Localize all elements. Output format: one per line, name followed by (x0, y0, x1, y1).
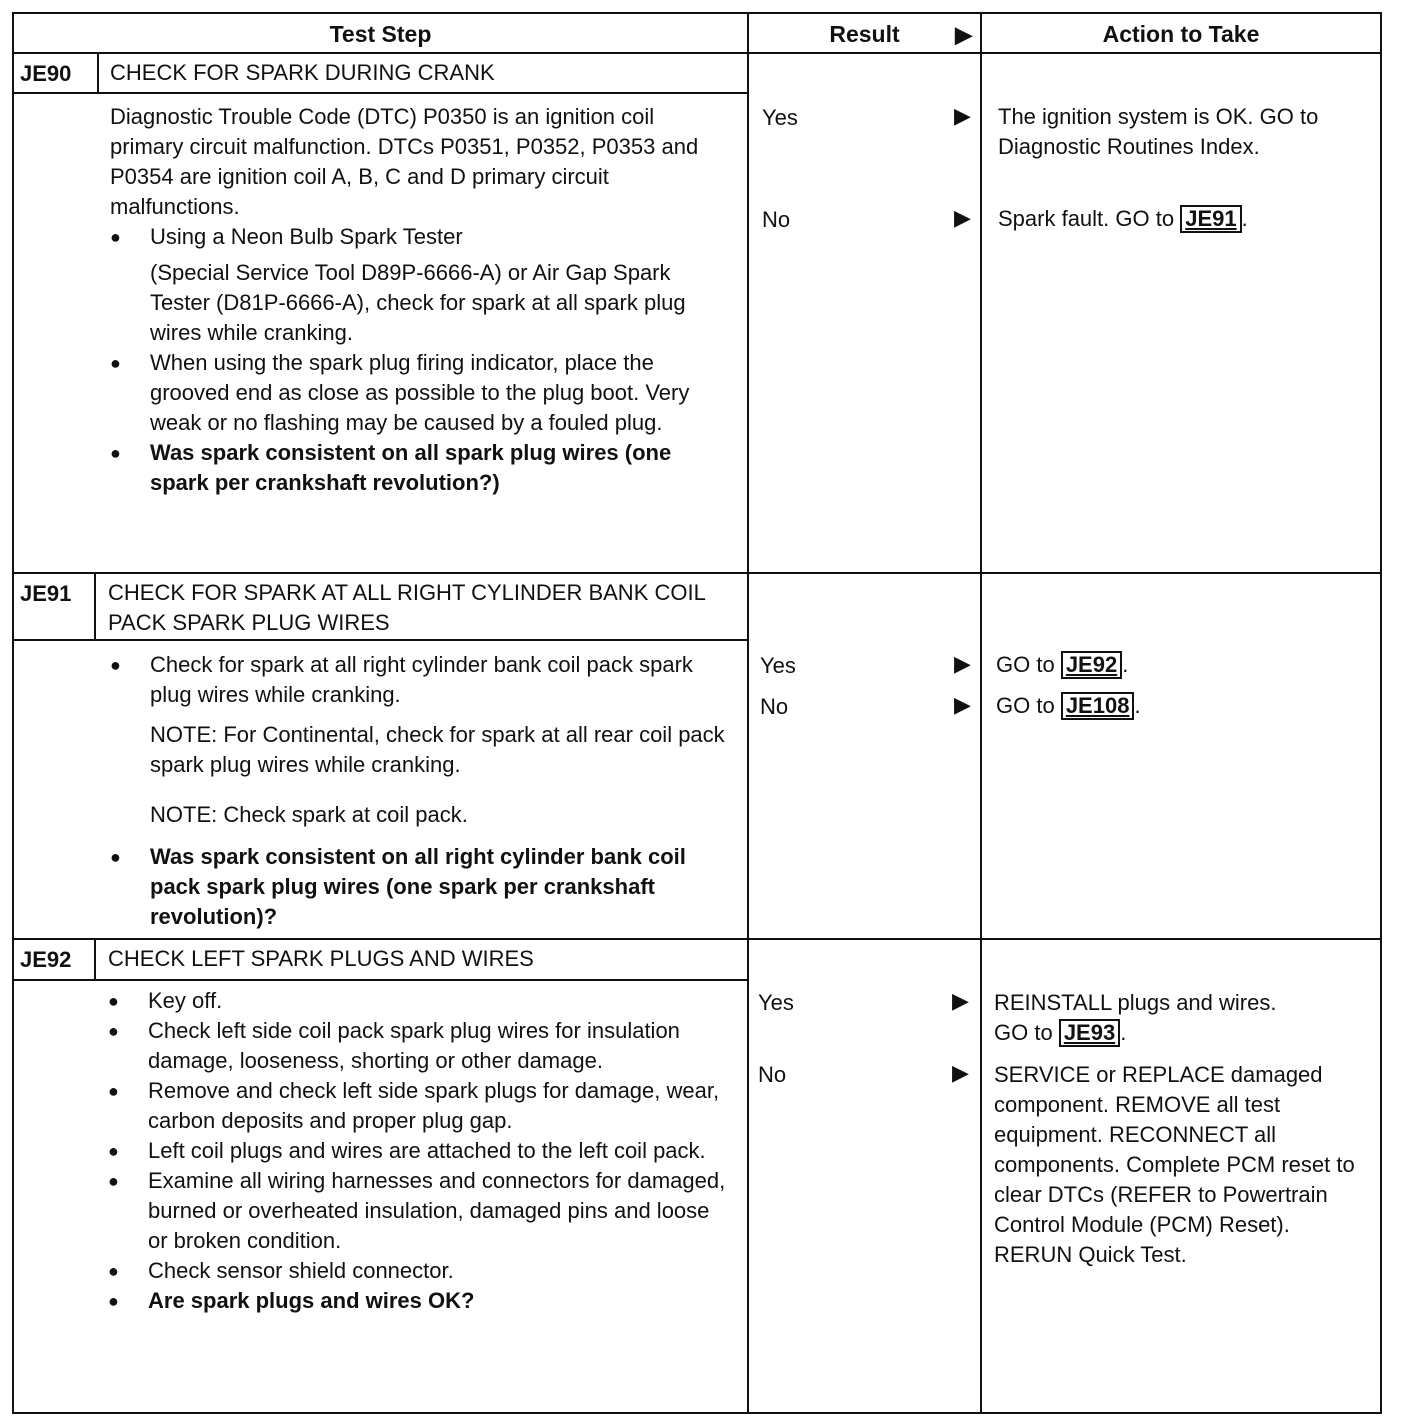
je92-bullet-4-text: Left coil plugs and wires are attached to the left coil pack. (148, 1138, 706, 1163)
je92-bullet-4 (108, 1136, 734, 1166)
je91-result-yes: Yes (760, 653, 796, 678)
je92-title-divider (14, 979, 747, 981)
je90-title-divider (14, 92, 747, 94)
je92-yes-arrow-icon: ▶ (952, 988, 969, 1013)
je91-no-suffix: . (1134, 693, 1141, 718)
col-divider-action (980, 14, 982, 1412)
je91-bullets (110, 650, 730, 710)
je92-no-arrow-icon: ▶ (952, 1060, 969, 1085)
step-id-je90: JE90 (20, 61, 72, 86)
header-arrow-icon: ▶ (955, 22, 972, 47)
je92-bullet-1-text: Key off. (148, 988, 223, 1013)
je90-bullet-2-text: When using the spark plug firing indicator, place the grooved end as close as possible to the plug boot. Very weak or no flashing may be caused by a fouled plug. (150, 350, 690, 435)
je91-yes-suffix: . (1122, 652, 1129, 677)
je91-yes-action (996, 650, 1366, 680)
je90-result-yes: Yes (762, 105, 798, 130)
je92-question-text: Are spark plugs and wires OK? (148, 1288, 475, 1313)
ref-je91-link[interactable]: JE91 (1180, 205, 1241, 233)
je91-bullet-1-text: Check for spark at all right cylinder bank coil pack spark plug wires while cranking. (150, 652, 693, 707)
je91-no-action (996, 691, 1366, 721)
je92-result-yes: Yes (758, 990, 794, 1015)
step-id-je92: JE92 (20, 947, 72, 972)
je92-bullet-2 (108, 1016, 734, 1076)
je91-note-2: NOTE: Check spark at coil pack. (150, 802, 468, 827)
je92-bullet-2-text: Check left side coil pack spark plug wires for insulation damage, looseness, shorting or other damage. (148, 1018, 680, 1073)
header-result (749, 14, 980, 54)
je91-no-arrow-icon: ▶ (954, 692, 971, 717)
je92-bullet-6-text: Check sensor shield connector. (148, 1258, 454, 1283)
je91-title-divider (14, 639, 747, 641)
je92-yes-action-line2 (994, 1018, 1374, 1048)
je91-no-action-text: GO to (996, 693, 1055, 718)
je92-bullets (108, 986, 734, 1316)
je90-question-text: Was spark consistent on all spark plug wires (one spark per crankshaft revolution?) (150, 440, 672, 495)
je92-bullet-1 (108, 986, 734, 1016)
je92-bullet-3 (108, 1076, 734, 1136)
je90-result-no: No (762, 207, 791, 232)
je90-bullet-2 (110, 348, 730, 438)
je90-no-action-suffix: . (1241, 206, 1248, 231)
je91-bottom-divider (14, 938, 1380, 940)
je92-yes-action-text: GO to (994, 1020, 1053, 1045)
je91-bullets-2 (110, 842, 730, 932)
je90-bullet-1-continuation: (Special Service Tool D89P-6666-A) or Air Gap Spark Tester (D81P-6666-A), check for spark at all spark plug wires while cranking. (150, 260, 686, 345)
je90-bullet-1 (110, 222, 730, 252)
je90-no-action (998, 204, 1368, 234)
je90-bullets (110, 222, 730, 252)
je92-no-action: SERVICE or REPLACE damaged component. REMOVE all test equipment. RECONNECT all components. Complete PCM reset to clear DTCs (REFER to Powertrain Control Module (PCM) Reset). RERUN Quick Test. (994, 1062, 1355, 1267)
header-test-step: Test Step (329, 20, 432, 47)
je90-bullet-1-text: Using a Neon Bulb Spark Tester (150, 224, 463, 249)
ref-je92-link[interactable]: JE92 (1061, 651, 1122, 679)
je91-bullet-1 (110, 650, 730, 710)
je90-bottom-divider (14, 572, 1380, 574)
je91-question-text: Was spark consistent on all right cylinder bank coil pack spark plug wires (one spark per crankshaft revolution)? (150, 844, 686, 929)
step-id-je91: JE91 (20, 581, 72, 606)
header-divider (14, 52, 1380, 54)
step-title-je92: CHECK LEFT SPARK PLUGS AND WIRES (108, 946, 534, 971)
je90-intro: Diagnostic Trouble Code (DTC) P0350 is an ignition coil primary circuit malfunction. DTCs P0351, P0352, P0353 and P0354 are ignition coil A, B, C and D primary circuit malfunctions. (110, 104, 699, 219)
je92-yes-action-line1: REINSTALL plugs and wires. (994, 990, 1277, 1015)
je91-id-divider (94, 574, 96, 641)
step-title-je91: CHECK FOR SPARK AT ALL RIGHT CYLINDER BANK COIL PACK SPARK PLUG WIRES (108, 580, 706, 635)
step-title-je90: CHECK FOR SPARK DURING CRANK (110, 60, 495, 85)
je91-note-1: NOTE: For Continental, check for spark at all rear coil pack spark plug wires while cranking. (150, 722, 725, 777)
je90-yes-arrow-icon: ▶ (954, 103, 971, 128)
step-body-je90 (110, 102, 730, 498)
je92-yes-suffix: . (1120, 1020, 1127, 1045)
je90-yes-action: The ignition system is OK. GO to Diagnostic Routines Index. (998, 104, 1319, 159)
ref-je93-link[interactable]: JE93 (1059, 1019, 1120, 1047)
je92-bullet-3-text: Remove and check left side spark plugs for damage, wear, carbon deposits and proper plug gap. (148, 1078, 720, 1133)
je90-id-divider (97, 54, 99, 94)
je92-bullet-5 (108, 1166, 734, 1256)
je92-bullet-5-text: Examine all wiring harnesses and connectors for damaged, burned or overheated insulation, damaged pins and loose or broken condition. (148, 1168, 726, 1253)
je92-id-divider (94, 940, 96, 981)
je92-question (108, 1286, 734, 1316)
je92-yes-action (994, 988, 1374, 1048)
je90-question (110, 438, 730, 498)
je91-question (110, 842, 730, 932)
je90-no-arrow-icon: ▶ (954, 205, 971, 230)
step-body-je91 (110, 650, 730, 932)
je90-no-action-text: Spark fault. GO to (998, 206, 1175, 231)
ref-je108-link[interactable]: JE108 (1061, 692, 1135, 720)
je92-bullet-6 (108, 1256, 734, 1286)
je91-yes-action-text: GO to (996, 652, 1055, 677)
je92-result-no: No (758, 1062, 787, 1087)
je90-bullets-2 (110, 348, 730, 498)
je91-yes-arrow-icon: ▶ (954, 651, 971, 676)
col-divider-result (747, 14, 749, 1412)
je91-result-no: No (760, 694, 789, 719)
diagnostic-table (12, 12, 1382, 1414)
header-action: Action to Take (1102, 20, 1260, 47)
step-body-je92 (108, 986, 734, 1316)
header-result-label: Result (829, 20, 900, 47)
